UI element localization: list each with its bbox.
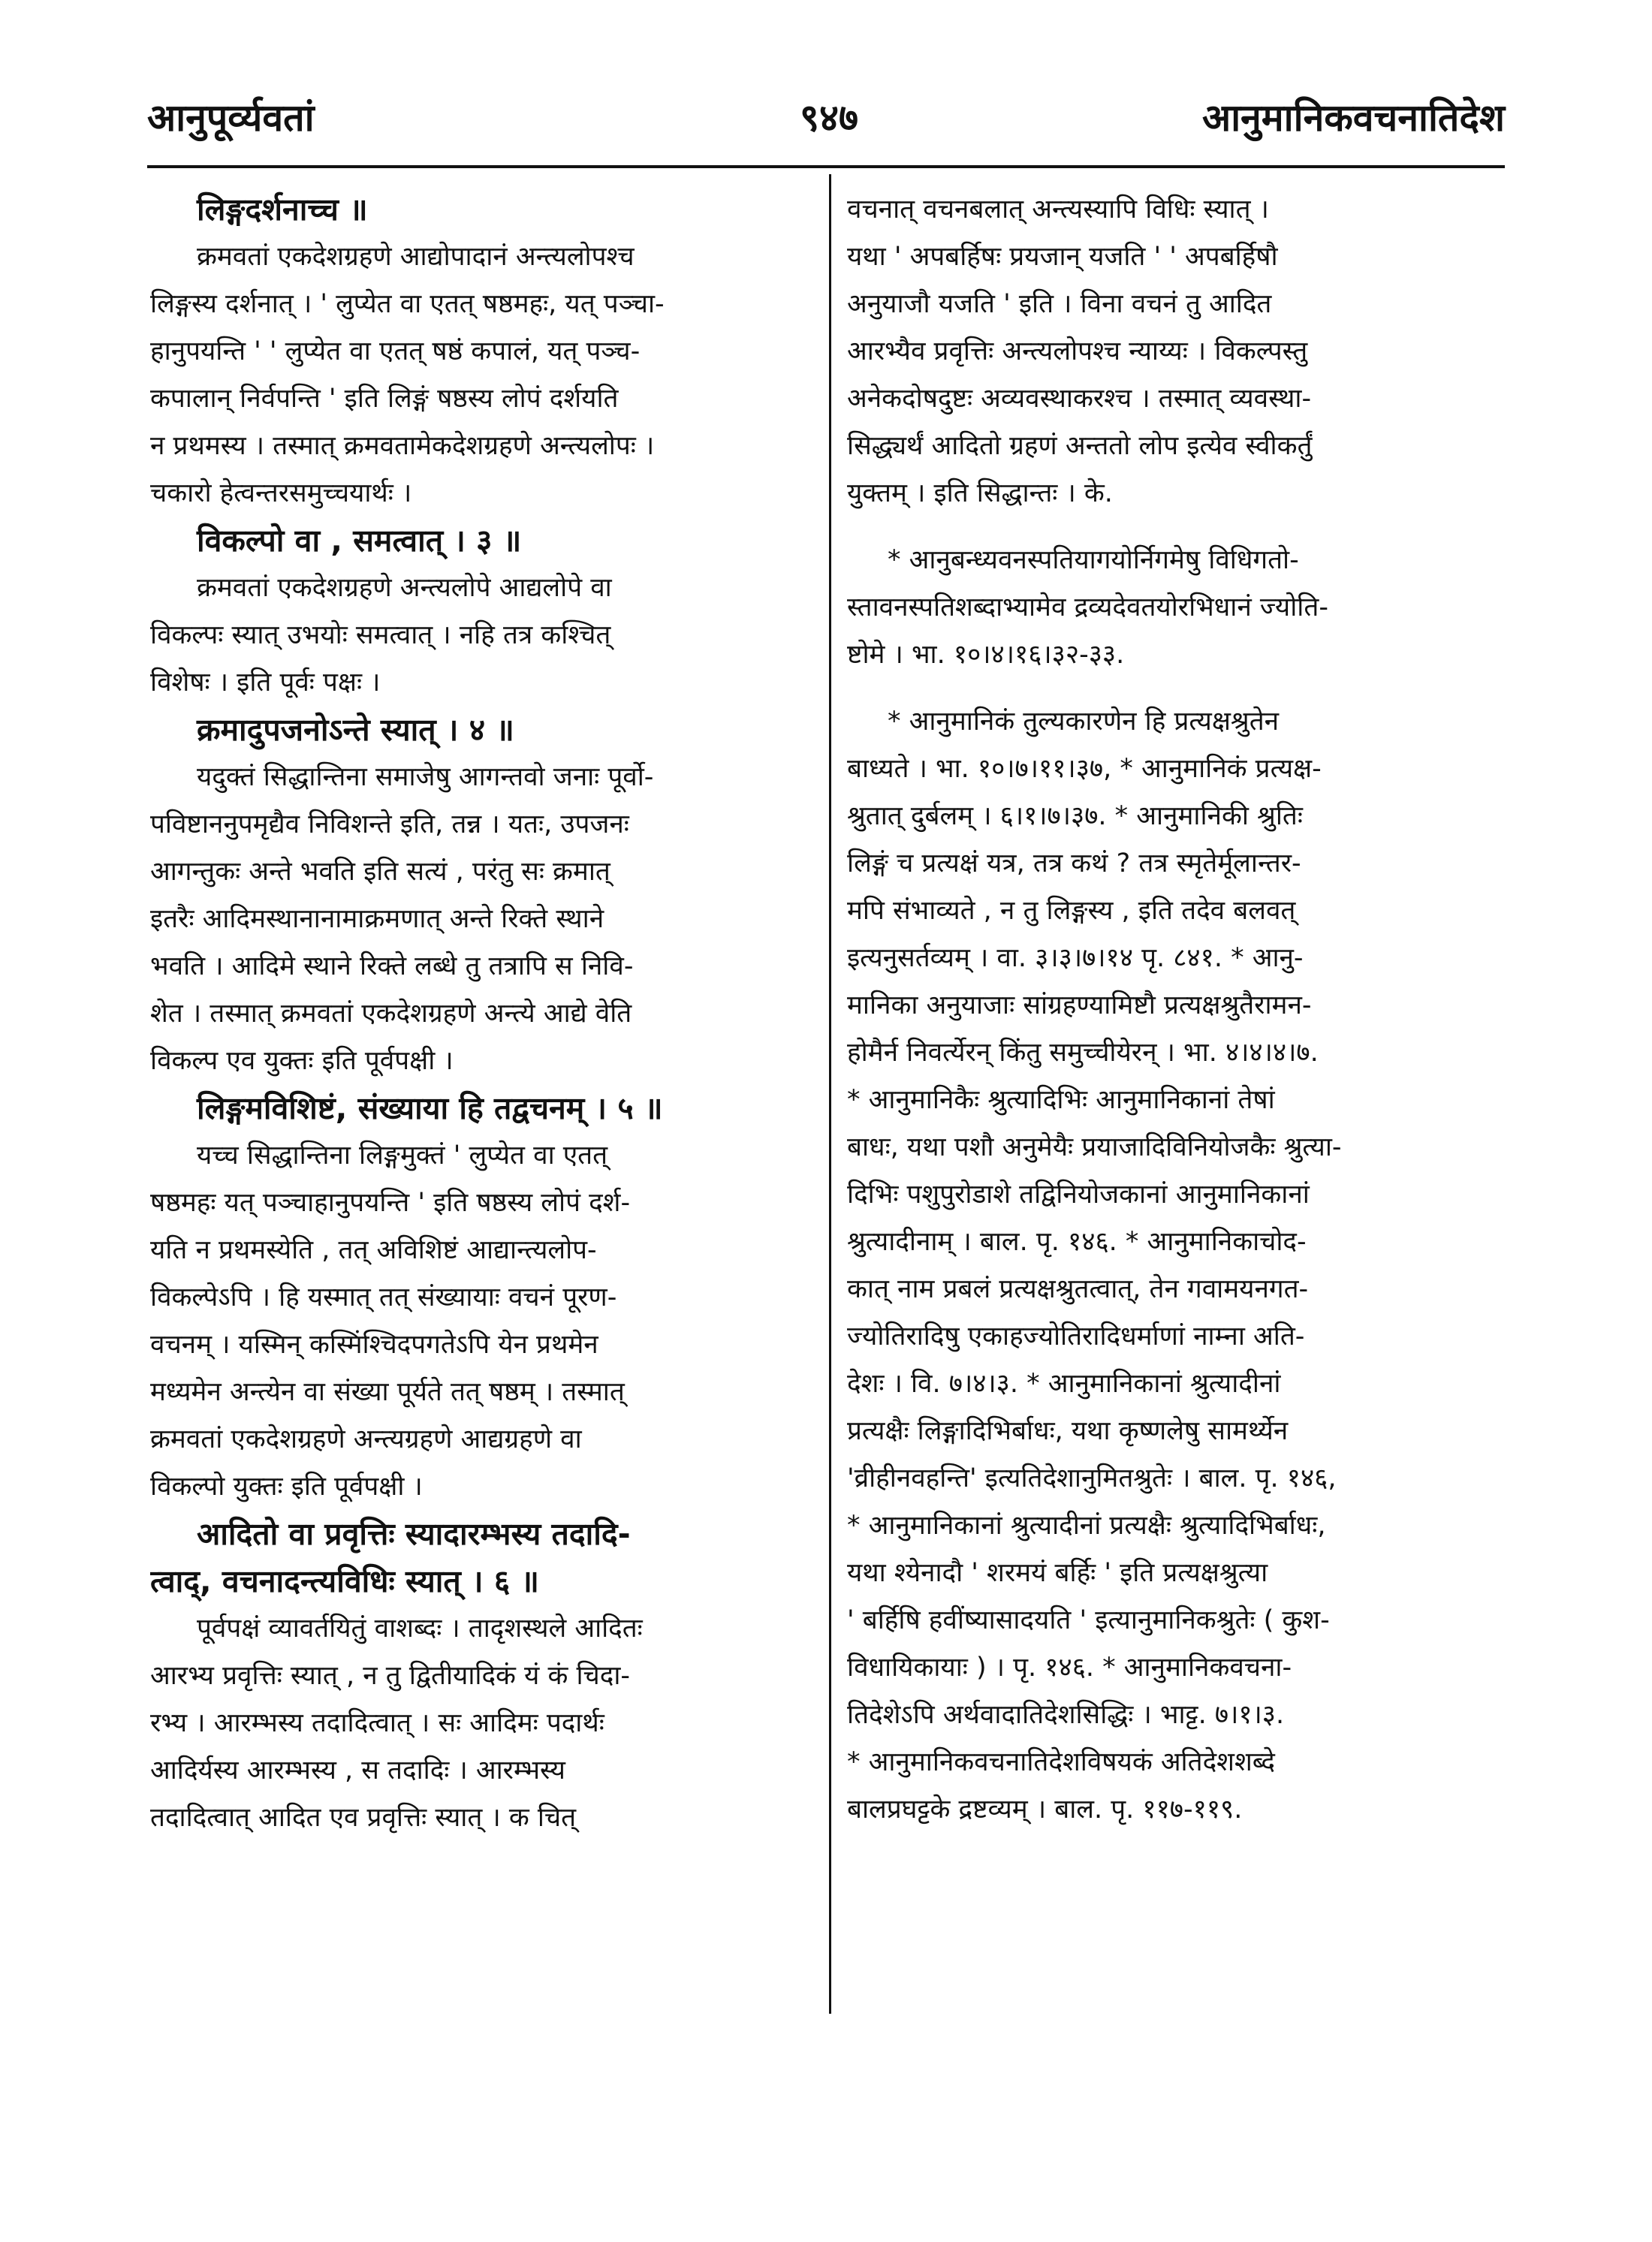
- text-line: तदादित्वात् आदित एव प्रवृत्तिः स्यात् । क चित्: [150, 1803, 577, 1833]
- text-line: इत्यनुसर्तव्यम् । वा. ३।३।७।१४ पृ. ८४१. * आनु-: [847, 943, 1304, 973]
- text-line: मानिका अनुयाजाः सांग्रहण्यामिष्टौ प्रत्यक्षश्रुतैरामन-: [847, 990, 1312, 1020]
- column-divider: [829, 174, 831, 2014]
- text-line: शेत । तस्मात् क्रमवतां एकदेशग्रहणे अन्त्ये आद्ये वेति: [150, 999, 632, 1029]
- text-line: कपालान् निर्वपन्ति ' इति लिङ्गं षष्ठस्य लोपं दर्शयति: [150, 384, 619, 414]
- text-line: दिभिः पशुपुरोडाशे तद्विनियोजकानां आनुमानिकानां: [847, 1180, 1310, 1210]
- text-line: यच्च सिद्धान्तिना लिङ्गमुक्तं ' लुप्येत वा एतत्: [197, 1141, 608, 1171]
- text-line: ' बर्हिषि हवींष्यासादयति ' इत्यानुमानिकश्रुतेः ( कुश-: [847, 1605, 1330, 1635]
- text-line: अनुयाजौ यजति ' इति । विना वचनं तु आदित: [847, 289, 1272, 319]
- page-number: ९४७: [800, 96, 858, 140]
- text-line: बालप्रघट्टके द्रष्टव्यम् । बाल. पृ. ११७-११९.: [847, 1795, 1243, 1825]
- text-line: बाध्यते । भा. १०।७।११।३७, * आनुमानिकं प्रत्यक्ष-: [847, 754, 1322, 784]
- text-line: बाधः, यथा पशौ अनुमेयैः प्रयाजादिविनियोजकैः श्रुत्या-: [847, 1132, 1342, 1162]
- text-line: न प्रथमस्य । तस्मात् क्रमवतामेकदेशग्रहणे अन्त्यलोपः ।: [150, 431, 655, 461]
- text-line: हानुपयन्ति ' ' लुप्येत वा एतत् षष्ठं कपालं, यत् पञ्च-: [150, 336, 641, 366]
- text-line: विकल्प एव युक्तः इति पूर्वपक्षी ।: [150, 1046, 454, 1076]
- text-line: विकल्पेऽपि । हि यस्मात् तत् संख्यायाः वचनं पूरण-: [150, 1282, 617, 1312]
- text-line: श्रुत्यादीनाम् । बाल. पृ. १४६. * आनुमानिकाचोद-: [847, 1227, 1307, 1257]
- sutra-heading: क्रमादुपजनोऽन्ते स्यात् । ४ ॥: [197, 712, 514, 748]
- text-line: मपि संभाव्यते , न तु लिङ्गस्य , इति तदेव बलवत्: [847, 896, 1296, 926]
- left-column: [150, 186, 811, 1842]
- text-line: मध्यमेन अन्त्येन वा संख्या पूर्यते तत् षष्ठम् । तस्मात्: [150, 1377, 625, 1407]
- text-line: इतरैः आदिमस्थानानामाक्रमणात् अन्ते रिक्ते स्थाने: [150, 904, 604, 934]
- text-line: ष्टोमे । भा. १०।४।१६।३२-३३.: [847, 640, 1125, 670]
- text-line: देशः । वि. ७।४।३. * आनुमानिकानां श्रुत्यादीनां: [847, 1369, 1281, 1399]
- text-line: क्रमवतां एकदेशग्रहणे अन्त्यग्रहणे आद्यग्रहणे वा: [150, 1424, 582, 1454]
- sutra-heading: लिङ्गमविशिष्टं, संख्याया हि तद्वचनम् । ५ ॥: [197, 1090, 663, 1126]
- text-line: विकल्पः स्यात् उभयोः समत्वात् । नहि तत्र कश्चित्: [150, 620, 611, 650]
- text-line: यथा ' अपबर्हिषः प्रयजान् यजति ' ' अपबर्हिषौ: [847, 242, 1278, 272]
- running-header-left: आनुपूर्व्यवतां: [147, 96, 315, 140]
- sutra-heading: विकल्पो वा , समत्वात् । ३ ॥: [197, 523, 522, 559]
- text-line: युक्तम् । इति सिद्धान्तः । के.: [847, 478, 1113, 508]
- text-line: होमैर्न निवर्त्येरन् किंतु समुच्चीयेरन् । भा. ४।४।४।७.: [847, 1038, 1319, 1068]
- entry-gap: [847, 679, 1509, 698]
- text-line: क्रमवतां एकदेशग्रहणे आद्योपादानं अन्त्यलोपश्च: [197, 242, 635, 272]
- text-line: आगन्तुकः अन्ते भवति इति सत्यं , परंतु सः क्रमात्: [150, 857, 610, 887]
- running-header-right: आनुमानिकवचनातिदेश: [1201, 96, 1505, 140]
- text-line: चकारो हेत्वन्तरसमुच्चयार्थः ।: [150, 478, 412, 508]
- text-line: आदिर्यस्य आरम्भस्य , स तदादिः । आरम्भस्य: [150, 1755, 565, 1785]
- index-entry: * आनुबन्ध्यवनस्पतियागयोर्निगमेषु विधिगतो-: [888, 545, 1299, 575]
- text-line: श्रुतात् दुर्बलम् । ६।१।७।३७. * आनुमानिकी श्रुतिः: [847, 801, 1303, 831]
- text-line: पूर्वपक्षं व्यावर्तयितुं वाशब्दः । तादृशस्थले आदितः: [197, 1614, 643, 1644]
- text-line: ज्योतिरादिषु एकाहज्योतिरादिधर्माणां नाम्ना अति-: [847, 1321, 1305, 1352]
- text-line: वचनात् वचनबलात् अन्त्यस्यापि विधिः स्यात् ।: [847, 194, 1269, 225]
- text-line: विकल्पो युक्तः इति पूर्वपक्षी ।: [150, 1472, 423, 1502]
- sutra-heading: लिङ्गदर्शनाच्च ॥: [197, 191, 368, 228]
- text-line: रभ्य । आरम्भस्य तदादित्वात् । सः आदिमः पदार्थः: [150, 1708, 604, 1738]
- text-line: तिदेशेऽपि अर्थवादातिदेशसिद्धिः । भाट्ट. ७।१।३.: [847, 1700, 1285, 1730]
- index-entry: * आनुमानिकं तुल्यकारणेन हि प्रत्यक्षश्रुतेन: [888, 707, 1280, 737]
- text-line: भवति । आदिमे स्थाने रिक्ते लब्धे तु तत्रापि स निवि-: [150, 951, 634, 981]
- text-line: स्तावनस्पतिशब्दाभ्यामेव द्रव्यदेवतयोरभिधानं ज्योति-: [847, 592, 1328, 622]
- text-line: आरभ्य प्रवृत्तिः स्यात् , न तु द्वितीयादिकं यं कं चिदा-: [150, 1661, 631, 1691]
- text-line: पविष्टाननुपमृद्यैव निविशन्ते इति, तन्न । यतः, उपजनः: [150, 809, 629, 839]
- text-line: * आनुमानिकानां श्रुत्यादीनां प्रत्यक्षैः श्रुत्यादिभिर्बाधः,: [847, 1511, 1326, 1541]
- text-line: प्रत्यक्षैः लिङ्गादिभिर्बाधः, यथा कृष्णलेषु सामर्थ्येन: [847, 1416, 1289, 1446]
- text-line: कात् नाम प्रबलं प्रत्यक्षश्रुतत्वात्, तेन गवामयनगत-: [847, 1274, 1309, 1304]
- text-line: लिङ्गं च प्रत्यक्षं यत्र, तत्र कथं ? तत्र स्मृतेर्मूलान्तर-: [847, 848, 1301, 878]
- sutra-heading: आदितो वा प्रवृत्तिः स्यादारम्भस्य तदादि-: [197, 1516, 631, 1552]
- text-line: क्रमवतां एकदेशग्रहणे अन्त्यलोपे आद्यलोपे वा: [197, 573, 612, 603]
- text-line: * आनुमानिकवचनातिदेशविषयकं अतिदेशशब्दे: [847, 1747, 1276, 1777]
- text-line: सिद्ध्यर्थं आदितो ग्रहणं अन्ततो लोप इत्येव स्वीकर्तुं: [847, 431, 1313, 461]
- text-line: षष्ठमहः यत् पञ्चाहानुपयन्ति ' इति षष्ठस्य लोपं दर्श-: [150, 1188, 631, 1218]
- text-line: यथा श्येनादौ ' शरमयं बर्हिः ' इति प्रत्यक्षश्रुत्या: [847, 1558, 1268, 1588]
- text-line: वचनम् । यस्मिन् कस्मिंश्चिदपगतेऽपि येन प्रथमेन: [150, 1330, 598, 1360]
- text-line: आरभ्यैव प्रवृत्तिः अन्त्यलोपश्च न्याय्यः । विकल्पस्तु: [847, 336, 1308, 366]
- right-column: [847, 186, 1509, 1834]
- text-line: लिङ्गस्य दर्शनात् । ' लुप्येत वा एतत् षष्ठमहः, यत् पञ्चा-: [150, 289, 665, 319]
- entry-gap: [847, 517, 1509, 537]
- text-line: 'व्रीहीनवहन्ति' इत्यतिदेशानुमितश्रुतेः । बाल. पृ. १४६,: [847, 1463, 1337, 1493]
- text-line: विशेषः । इति पूर्वः पक्षः ।: [150, 667, 381, 698]
- sutra-heading: त्वाद्, वचनादन्त्यविधिः स्यात् । ६ ॥: [150, 1563, 539, 1599]
- text-line: यति न प्रथमस्येति , तत् अविशिष्टं आद्यान्त्यलोप-: [150, 1235, 597, 1265]
- text-line: विधायिकायाः ) । पृ. १४६. * आनुमानिकवचना-: [847, 1653, 1292, 1683]
- header-rule: [147, 165, 1505, 168]
- text-line: यदुक्तं सिद्धान्तिना समाजेषु आगन्तवो जनाः पूर्वो-: [197, 762, 654, 792]
- text-line: * आनुमानिकैः श्रुत्यादिभिः आनुमानिकानां तेषां: [847, 1085, 1275, 1115]
- text-line: अनेकदोषदुष्टः अव्यवस्थाकरश्च । तस्मात् व्यवस्था-: [847, 384, 1312, 414]
